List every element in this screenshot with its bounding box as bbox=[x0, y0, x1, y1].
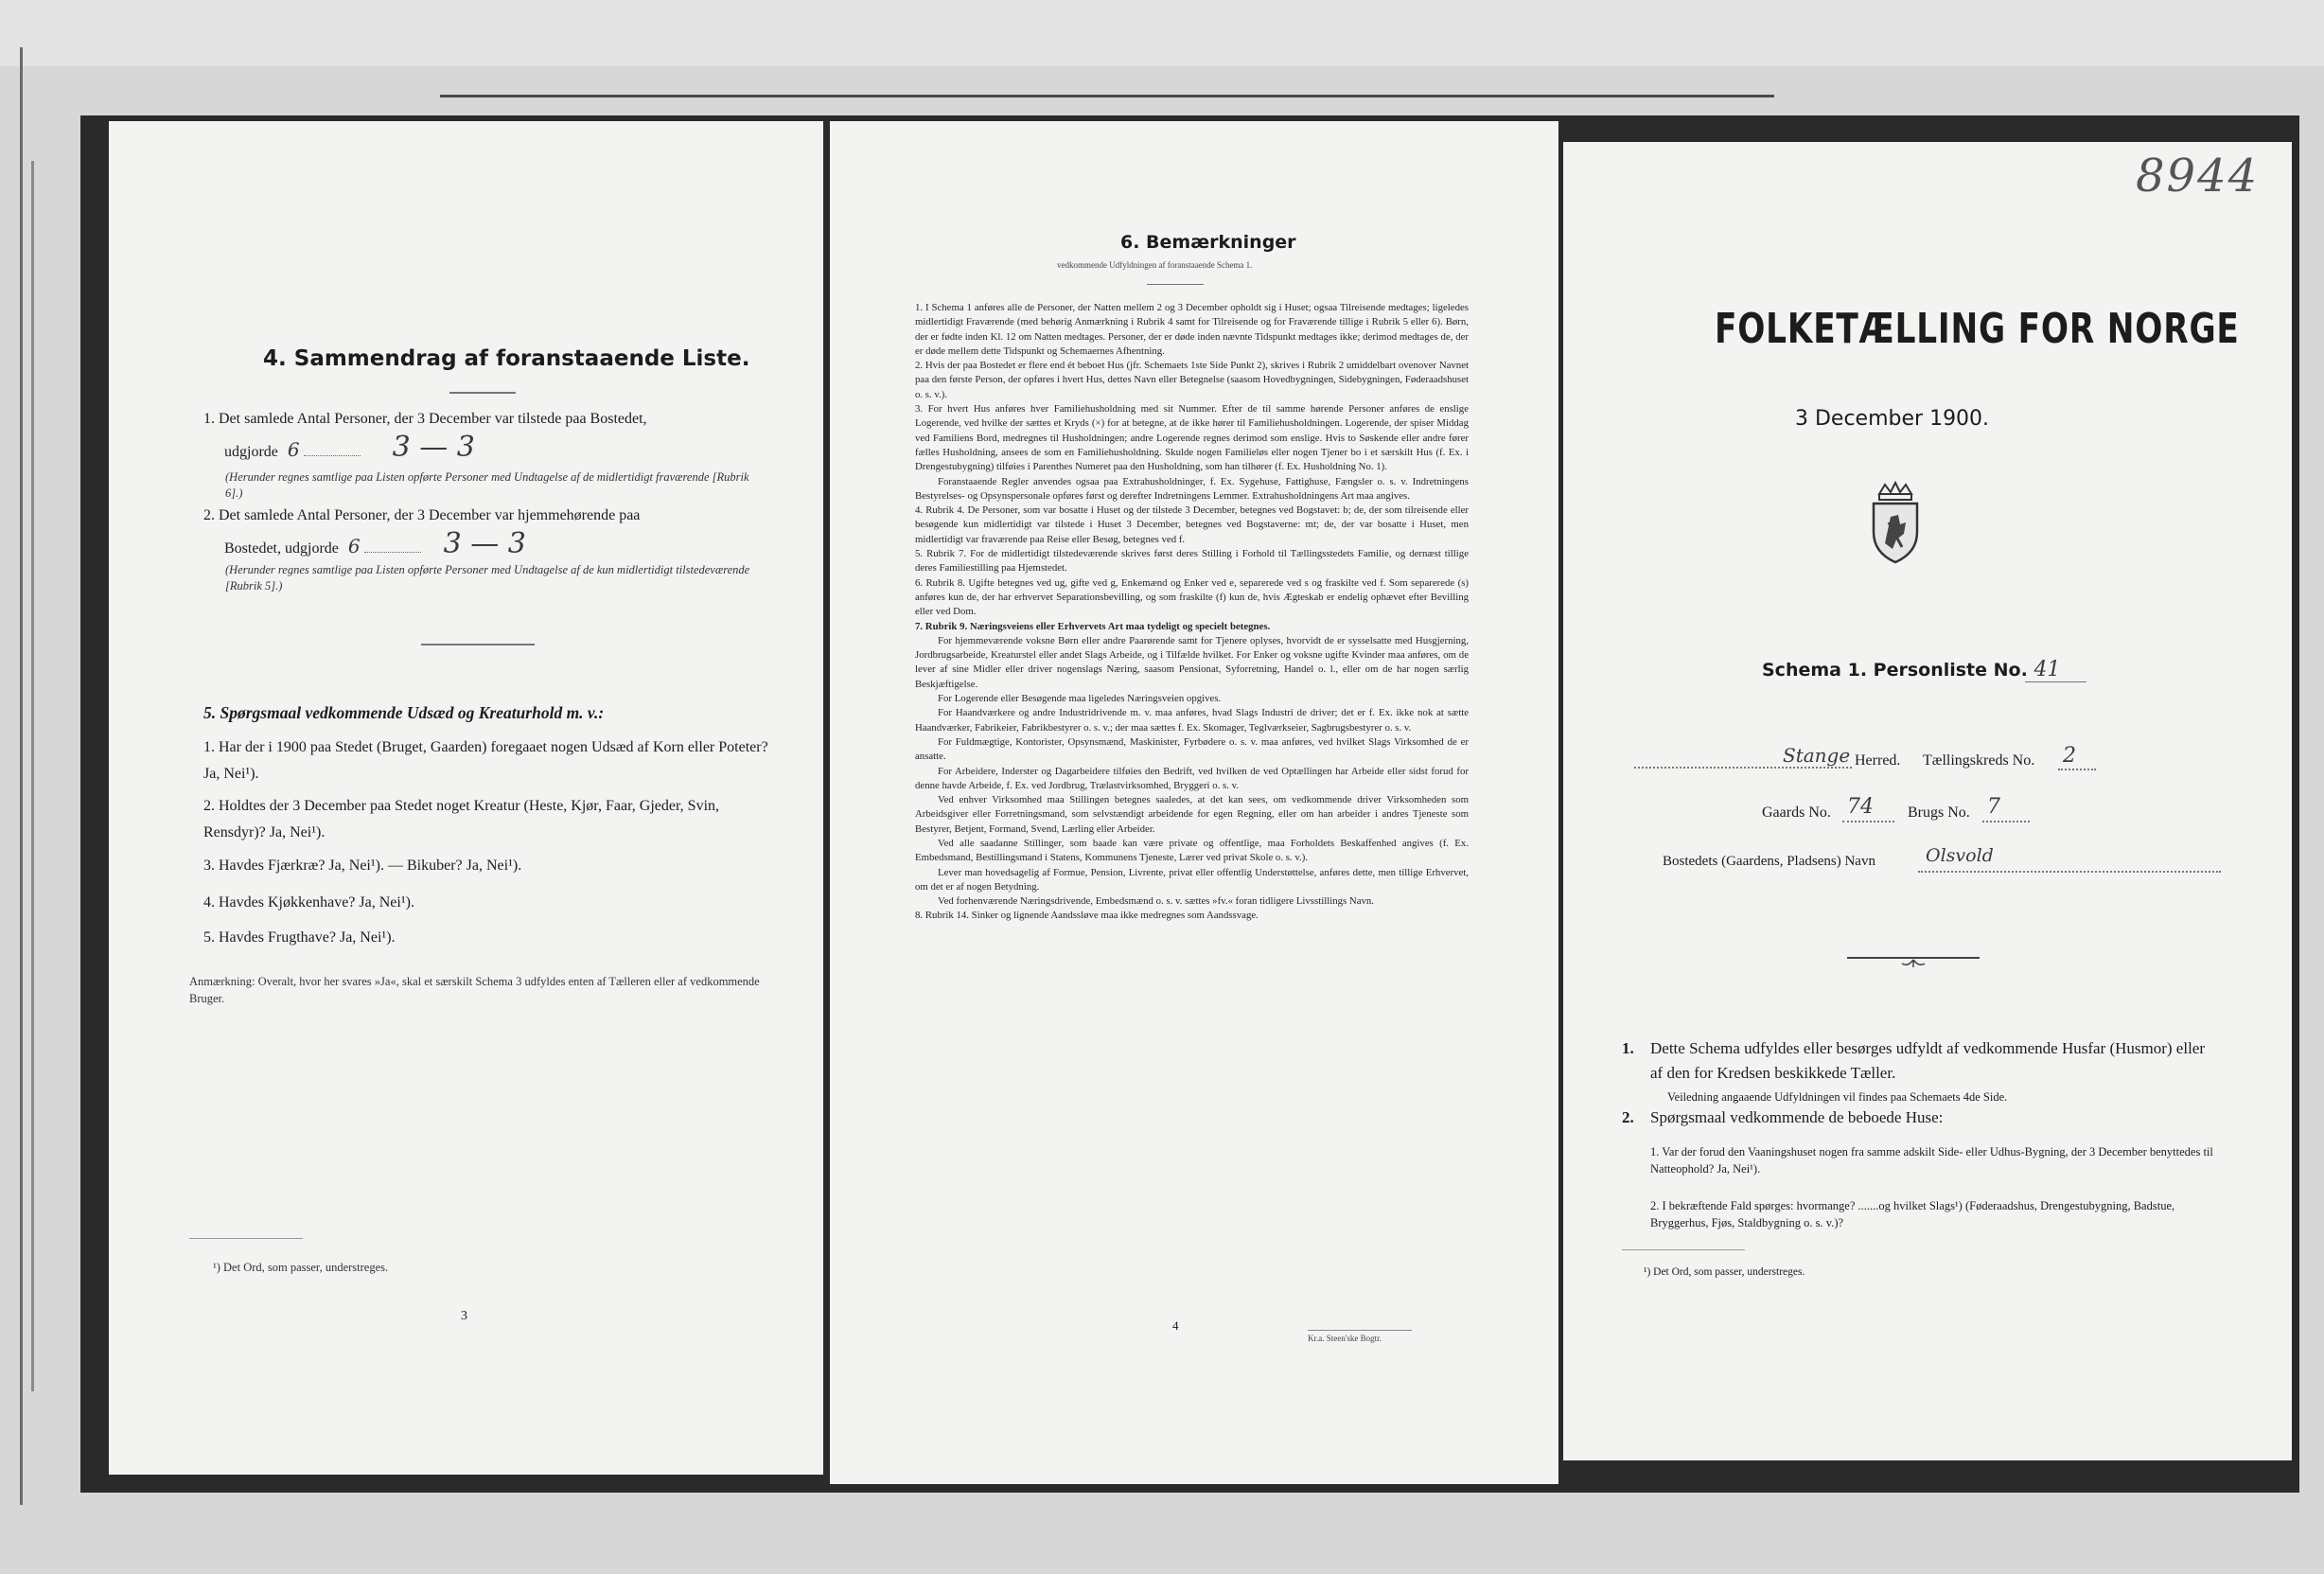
printer-name: Kr.a. Steen'ske Bogtr. bbox=[1308, 1334, 1382, 1343]
dotted-fill bbox=[1634, 767, 1852, 769]
crop-question-5: 5. Havdes Frugthave? Ja, Nei¹). bbox=[203, 929, 396, 946]
page-3 bbox=[109, 121, 823, 1475]
dotted-fill bbox=[1982, 821, 2030, 822]
underline bbox=[2025, 681, 2086, 682]
divider bbox=[449, 392, 516, 394]
printer-rule bbox=[1308, 1330, 1412, 1331]
ornament-divider bbox=[1847, 951, 1980, 970]
crop-question-2: 2. Holdtes der 3 December paa Stedet noget Kreatur (Heste, Kjør, Faar, Gjeder, Svin, Rensdyr)? Ja, Nei¹). bbox=[203, 798, 720, 840]
remark-7-para: For Arbeidere, Inderster og Dagarbeidere tilføies den Bedrift, ved hvilken de ved Optællingen har Arbeide eller sidst forud for denne havde Arbeide, f. Ex. ved Jordbrug, Trælastvirksomhed, Bryggeri o. s. v. bbox=[915, 765, 1469, 791]
footnote: ¹) Det Ord, som passer, understreges. bbox=[213, 1261, 389, 1274]
remark-4: 4. Rubrik 4. De Personer, som var bosatte i Huset og der tilstede 3 December, betegnes ved Bogstavet: b; de, der som tilreisende eller besøgende kun midlertidigt var tilstede i Huset 3 December, betegnes ved Bogstaverne: mt; de, der var bosatte i Huset, men midlertidigt var fraværende paa Reise eller Besøg, betegnes ved f. bbox=[915, 504, 1469, 545]
page-4 bbox=[830, 121, 1558, 1484]
page-number: 4 bbox=[1172, 1318, 1179, 1333]
brugs-number: 7 bbox=[1987, 795, 2000, 819]
remark-7-para: Ved alle saadanne Stillinger, som baade kan være private og offentlige, maa Forholdets Beskaffenhed angives (f. Ex. Embedsmand, Bestillingsmand i Statens, Kommunens Tjeneste, Lærer ved privat Skole o. s. v.). bbox=[915, 837, 1469, 864]
remark-7-para: Ved enhver Virksomhed maa Stillingen betegnes saaledes, at det kan sees, om vedkommende driver Virksomheden som Arbeidsgiver eller Forretningsmand, som selvstændigt arbeidende for egen Regning, eller om han arbeider i andres Tjeneste som Bestyrer, Betjent, Formand, Svend, Lærling eller Arbeider. bbox=[915, 794, 1469, 835]
scan-top-margin bbox=[0, 0, 2324, 66]
section-4-title: 4. Sammendrag af foranstaaende Liste. bbox=[263, 346, 750, 371]
remarks-subtitle: vedkommende Udfyldningen af foranstaaende Schema 1. bbox=[1057, 260, 1253, 270]
house-question-1: 1. Var der forud den Vaaningshuset nogen fra samme adskilt Side- eller Udhus-Bygning, der 3 December benyttedes til Natteophold? Ja, Nei¹). bbox=[1650, 1145, 2213, 1176]
remark-6: 6. Rubrik 8. Ugifte betegnes ved ug, gifte ved g, Enkemænd og Enker ved e, separerede ved s og fraskilte ved f. Som separerede (s) anføres kun de, der har erhvervet Separationsbevilling, og som fraskilte (f) kun de, hvis Ægteskab er endelig ophævet efter Bevilling eller ved Dom. bbox=[915, 576, 1469, 618]
footnote: ¹) Det Ord, som passer, understreges. bbox=[1644, 1266, 1805, 1278]
summary-q2-handwriting: 3 — 3 bbox=[443, 527, 526, 560]
page-number: 3 bbox=[461, 1309, 467, 1323]
kreds-number: 2 bbox=[2063, 744, 2076, 768]
section-5-title: 5. Spørgsmaal vedkommende Udsæd og Kreaturhold m. v.: bbox=[203, 703, 605, 722]
dotted-fill bbox=[364, 552, 421, 553]
summary-q2-value: 6 bbox=[347, 535, 361, 557]
remark-7-para: For Logerende eller Besøgende maa ligeledes Næringsveien opgives. bbox=[938, 693, 1222, 705]
archive-number: 8944 bbox=[2136, 150, 2260, 203]
remark-7-para: For Haandværkere og andre Industridrivende m. v. maa anføres, hvad Slags Industri de driver; det er f. Ex. ikke nok at sætte Haandværker, Fabrikeier, Fabrikbestyrer o. s. v.; der maa sættes f. Ex. Skomager, Teglværkseier, Sagbrugsbestyrer o. s. v. bbox=[915, 707, 1469, 734]
summary-q1-handwriting: 3 — 3 bbox=[392, 431, 475, 464]
summary-q1-value: 6 bbox=[287, 438, 300, 461]
annotation-note: Anmærkning: Overalt, hvor her svares »Ja«, skal et særskilt Schema 3 udfyldes enten af Tælleren eller af vedkommende Bruger. bbox=[189, 975, 760, 1005]
remark-2: 2. Hvis der paa Bostedet er flere end ét beboet Hus (jfr. Schemaets 1ste Side Punkt 2), skrives i Rubrik 2 umiddelbart ovenover Navnet paa den første Person, der opføres i hvert Hus, dettes Navn eller Betegnelse (saasom Hovedbygningen, Sidebygningen, Føderaadshuset o. s. v.). bbox=[915, 360, 1469, 400]
scan-left-edge-inner bbox=[31, 161, 34, 1391]
gaards-label: Gaards No. bbox=[1762, 805, 1831, 821]
schema-number: 41 bbox=[2034, 658, 2061, 681]
remark-1: 1. I Schema 1 anføres alle de Personer, der Natten mellem 2 og 3 December opholdt sig i Huset; ogsaa Tilreisende medtages; ligeledes midlertidigt Fraværende (med behørig Anmærkning i Rubrik 4 samt for Tilreisende og for Fraværende tillige i Rubrik 5 eller 6). Børn, der er fødte inden Kl. 12 om Natten medtages. Personer, der er døde inden nævnte Tidspunkt medtages ikke; derimod medtages de, der er døde mellem dette Tidspunkt og Schemaernes Afhentning. bbox=[915, 302, 1469, 357]
scan-left-edge bbox=[20, 47, 23, 1505]
summary-q2-text: 2. Det samlede Antal Personer, der 3 December var hjemmehørende paa bbox=[203, 507, 641, 523]
crop-question-1: 1. Har der i 1900 paa Stedet (Bruget, Gaarden) foregaaet nogen Udsæd af Korn eller Poteter? Ja, Nei¹). bbox=[203, 739, 768, 782]
coat-of-arms-icon bbox=[1866, 481, 1925, 564]
remarks-list bbox=[915, 301, 1469, 924]
instruction-1-text: Dette Schema udfyldes eller besørges udfyldt af vedkommende Husfar (Husmor) eller af den for Kredsen beskikkede Tæller. bbox=[1650, 1039, 2206, 1082]
schema-label-line bbox=[1762, 658, 2060, 681]
instruction-2-number: 2. bbox=[1622, 1108, 1634, 1126]
kreds-label: Tællingskreds No. bbox=[1923, 752, 2035, 769]
remark-5: 5. Rubrik 7. For de midlertidigt tilstedeværende skrives først deres Stilling i Forhold til Tællingsstedets Familie, og dernæst tillige deres Familiestilling paa Hjemstedet. bbox=[915, 548, 1469, 575]
bosted-label: Bostedets (Gaardens, Pladsens) Navn bbox=[1663, 854, 1875, 869]
remark-3-extra: Foranstaaende Regler anvendes ogsaa paa Extrahusholdninger, f. Ex. Sygehuse, Fattighuse, Fængsler o. s. v. Indretningens Bestyrelses- og Opsynspersonale opføres først og derefter Indretningens Lemmer. Extrahusholdningens Art maa angives. bbox=[915, 475, 1469, 502]
dotted-fill bbox=[2058, 769, 2096, 770]
summary-q2-note: (Herunder regnes samtlige paa Listen opførte Personer med Undtagelse af de kun midlertidigt tilstedeværende [Rubrik 5].) bbox=[225, 563, 750, 592]
crop-question-3: 3. Havdes Fjærkræ? Ja, Nei¹). — Bikuber? Ja, Nei¹). bbox=[203, 858, 522, 874]
census-title: FOLKETÆLLING FOR NORGE bbox=[1715, 305, 2240, 353]
dotted-fill bbox=[1918, 871, 2221, 873]
gaards-number: 74 bbox=[1847, 795, 1874, 819]
census-date: 3 December 1900. bbox=[1795, 407, 1990, 431]
remarks-title: 6. Bemærkninger bbox=[1120, 232, 1296, 253]
summary-q1-label: udgjorde bbox=[224, 444, 278, 460]
schema-label: Schema 1. Personliste No. bbox=[1762, 660, 2028, 681]
instruction-1-small: Veiledning angaaende Udfyldningen vil findes paa Schemaets 4de Side. bbox=[1667, 1090, 2008, 1104]
instruction-2-text: Spørgsmaal vedkommende de beboede Huse: bbox=[1650, 1108, 1944, 1126]
summary-q2 bbox=[203, 502, 771, 563]
instruction-1-number: 1. bbox=[1622, 1039, 1634, 1057]
summary-q1 bbox=[203, 405, 771, 467]
crop-question-4: 4. Havdes Kjøkkenhave? Ja, Nei¹). bbox=[203, 894, 414, 911]
herred-handwriting: Stange bbox=[1783, 744, 1851, 767]
dotted-fill bbox=[1842, 821, 1894, 822]
dotted-fill bbox=[304, 455, 361, 456]
summary-q1-text: 1. Det samlede Antal Personer, der 3 December var tilstede paa Bostedet, bbox=[203, 411, 647, 427]
remark-7-para: Ved forhenværende Næringsdrivende, Embedsmænd o. s. v. sættes »fv.« foran tidligere Livsstillings Navn. bbox=[938, 895, 1374, 908]
scan-top-rule bbox=[440, 95, 1774, 97]
divider bbox=[421, 644, 535, 646]
summary-q1-note: (Herunder regnes samtlige paa Listen opførte Personer med Undtagelse af de midlertidigt fraværende [Rubrik 6].) bbox=[225, 470, 749, 500]
footnote-rule bbox=[1622, 1249, 1745, 1250]
divider bbox=[1147, 284, 1204, 285]
page-1 bbox=[1563, 142, 2292, 1460]
remark-3: 3. For hvert Hus anføres hver Familiehusholdning med sit Nummer. Efter de til samme hørende Personer anføres de enslige Logerende, ved hvilke der sættes et Kryds (×) for at betegne, at de ikke hører til Familiehusholdningen. Logerende, der spiser Middag ved Familiens Bord, medregnes til Husholdningen; andre Logerende regnes derimod som enslige. Hvis to Søskende eller andre fører fælles Husholdning, ansees de som en Familiehusholdning. Skulde nogen Familieløs eller nogen Tjener bo i et særskilt Hus (f. Ex. i Drengestubygning) tilføies i Parenthes Numeret paa den Husholdning, som han tilhører (f. Ex. Husholdning No. 1). bbox=[915, 403, 1469, 473]
remark-7-para: Lever man hovedsagelig af Formue, Pension, Livrente, privat eller offentlig Understøttelse, anføres dette, men tillige Erhvervet, om det er af nogen Betydning. bbox=[915, 866, 1469, 893]
remark-7: 7. Rubrik 9. Næringsveiens eller Erhvervets Art maa tydeligt og specielt betegnes. bbox=[915, 620, 1271, 632]
bosted-handwriting: Olsvold bbox=[1926, 845, 1994, 866]
herred-label: Herred. bbox=[1855, 752, 1901, 769]
brugs-label: Brugs No. bbox=[1908, 805, 1970, 821]
summary-q2-label: Bostedet, udgjorde bbox=[224, 540, 339, 557]
remark-8: 8. Rubrik 14. Sinker og lignende Aandssløve maa ikke medregnes som Aandssvage. bbox=[915, 910, 1259, 922]
house-question-2: 2. I bekræftende Fald spørges: hvormange? .......og hvilket Slags¹) (Føderaadshus, Drengestubygning, Badstue, Bryggerhus, Fjøs, Staldbygning o. s. v.)? bbox=[1650, 1199, 2175, 1229]
remark-7-para: For Fuldmægtige, Kontorister, Opsynsmænd, Maskinister, Fyrbødere o. s. v. maa anføres, ved hvilket Slags Virksomhed de er ansatte. bbox=[915, 735, 1469, 763]
remark-7-para: For hjemmeværende voksne Børn eller andre Paarørende samt for Tjenere oplyses, hvorvidt de er sysselsatte med Husgjerning, Jordbrugsarbeide, Kreaturstel eller andet Slags Arbeide, og i Tilfælde hvilket. For Enker og voksne ugifte Kvinder maa anføres, om de lever af sine Midler eller driver nogenslags Næring, saasom Pensionat, Syforretning, Handel o. l., eller om de har nogen særlig Beskjæftigelse. bbox=[915, 634, 1469, 690]
footnote-rule bbox=[189, 1238, 303, 1239]
